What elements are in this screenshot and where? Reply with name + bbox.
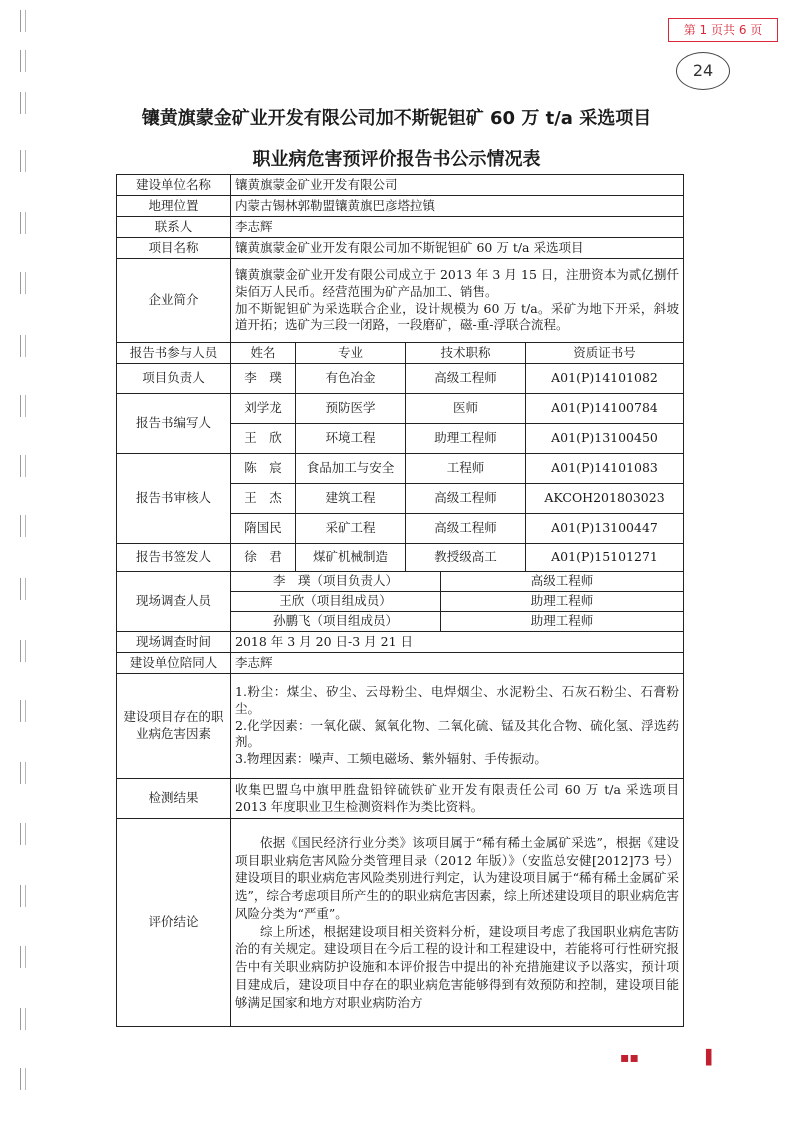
table-row (117, 364, 684, 394)
ink-mark: ▌ (706, 1050, 717, 1066)
person-name: 隋国民 (231, 514, 296, 544)
row-escort (117, 653, 684, 674)
surveyor-title: 高级工程师 (441, 572, 684, 592)
cell-label: 项目名称 (117, 238, 231, 259)
punch-mark (20, 700, 26, 722)
cell-value: 镶黄旗蒙金矿业开发有限公司加不斯铌钽矿 60 万 t/a 采选项目 (231, 238, 684, 259)
person-major: 采矿工程 (296, 514, 406, 544)
punch-mark (20, 640, 26, 662)
table-row (117, 454, 684, 484)
person-name: 李 璞 (231, 364, 296, 394)
person-name: 刘学龙 (231, 394, 296, 424)
surveyor-title: 助理工程师 (441, 592, 684, 612)
surveyor-name: 孙鹏飞（项目组成员） (231, 612, 441, 632)
person-cert: A01(P)15101271 (526, 544, 684, 572)
cell-value: 内蒙古锡林郭勒盟镶黄旗巴彦塔拉镇 (231, 196, 684, 217)
role-label: 报告书审核人 (117, 454, 231, 544)
person-major: 环境工程 (296, 424, 406, 454)
col-header: 姓名 (231, 343, 296, 364)
person-title: 高级工程师 (406, 364, 526, 394)
table-row (117, 544, 684, 572)
document-title: 镶黄旗蒙金矿业开发有限公司加不斯铌钽矿 60 万 t/a 采选项目 (141, 108, 652, 129)
person-major: 预防医学 (296, 394, 406, 424)
person-title: 高级工程师 (406, 484, 526, 514)
person-major: 建筑工程 (296, 484, 406, 514)
row-project (117, 238, 684, 259)
punch-mark (20, 272, 26, 294)
cell-value: 李志辉 (231, 217, 684, 238)
row-survey-time (117, 632, 684, 653)
cell-label: 建设单位名称 (117, 175, 231, 196)
person-title: 教授级高工 (406, 544, 526, 572)
col-header: 技术职称 (406, 343, 526, 364)
person-title: 医师 (406, 394, 526, 424)
punch-mark (20, 515, 26, 537)
profile-text-2: 加不斯铌钽矿为采选联合企业，设计规模为 60 万 t/a。采矿为地下开采，斜坡道开拓；选矿为三段一闭路，一段磨矿，磁-重-浮联合流程。 (235, 300, 680, 333)
cell-label: 建设项目存在的职业病危害因素 (117, 674, 231, 779)
cell-label: 企业简介 (117, 259, 231, 343)
cell-value: 2018 年 3 月 20 日-3 月 21 日 (231, 632, 684, 653)
role-label: 项目负责人 (117, 364, 231, 394)
cell-label: 评价结论 (117, 819, 231, 1027)
punch-mark (20, 10, 26, 32)
conclusion-paragraph-1: 依据《国民经济行业分类》该项目属于“稀有稀土金属矿采选”，根据《建设项目职业病危害风险分类管理目录（2012 年版）》（安监总安健[2012]73 号）建设项目的职业病危害风险类别进行判定，认为建设项目属于“稀有稀土金属矿采选”，综合考虑项目所产生的的职业病危害因素，综上所述建设项目的职业病危害风险分类为“严重”。 (235, 834, 680, 921)
col-header: 资质证书号 (526, 343, 684, 364)
cell-label: 地理位置 (117, 196, 231, 217)
person-name: 陈 宸 (231, 454, 296, 484)
row-participants-header (117, 343, 684, 364)
profile-text-1: 镶黄旗蒙金矿业开发有限公司成立于 2013 年 3 月 15 日，注册资本为贰亿捌仟柒佰万人民币。经营范围为矿产品加工、销售。 (235, 266, 680, 299)
cell-label: 现场调查时间 (117, 632, 231, 653)
punch-mark (20, 50, 26, 72)
document-subtitle: 职业病危害预评价报告书公示情况表 (252, 149, 541, 170)
cell-label: 检测结果 (117, 779, 231, 819)
punch-mark (20, 335, 26, 357)
punch-mark (20, 946, 26, 968)
role-label: 报告书编写人 (117, 394, 231, 454)
hazard-item: 2.化学因素：一氧化碳、氮氧化物、二氧化硫、锰及其化合物、硫化氢、浮选药剂。 (235, 717, 680, 750)
col-header: 专业 (296, 343, 406, 364)
disclosure-table (116, 174, 684, 1027)
person-title: 高级工程师 (406, 514, 526, 544)
cell-value: 李志辉 (231, 653, 684, 674)
person-title: 助理工程师 (406, 424, 526, 454)
punch-mark (20, 455, 26, 477)
cell-label: 建设单位陪同人 (117, 653, 231, 674)
cell-value (231, 259, 684, 343)
table-row (117, 572, 684, 592)
surveyor-title: 助理工程师 (441, 612, 684, 632)
person-cert: A01(P)14100784 (526, 394, 684, 424)
page-number: 24 (676, 52, 730, 90)
person-major: 煤矿机械制造 (296, 544, 406, 572)
cell-value: 镶黄旗蒙金矿业开发有限公司 (231, 175, 684, 196)
row-detection (117, 779, 684, 819)
person-cert: A01(P)14101083 (526, 454, 684, 484)
row-profile (117, 259, 684, 343)
person-major: 食品加工与安全 (296, 454, 406, 484)
conclusion-paragraph-2: 综上所述，根据建设项目相关资料分析，建设项目考虑了我国职业病危害防治的有关规定。建设项目在今后工程的设计和工程建设中，若能将可行性研究报告中有关职业病防护设施和本评价报告中提出的补充措施建议予以落实，预计项目建成后，建设项目中存在的职业病危害能够得到有效预防和控制，建设项目能够满足国家和地方对职业病防治方 (235, 923, 680, 1010)
surveyor-name: 王欣（项目组成员） (231, 592, 441, 612)
cell-value (231, 674, 684, 779)
cell-label: 报告书参与人员 (117, 343, 231, 364)
person-title: 工程师 (406, 454, 526, 484)
page-stamp: 第 1 页共 6 页 (668, 18, 778, 42)
cell-label: 现场调查人员 (117, 572, 231, 632)
row-builder (117, 175, 684, 196)
person-name: 徐 君 (231, 544, 296, 572)
row-contact (117, 217, 684, 238)
row-location (117, 196, 684, 217)
hazard-item: 1.粉尘：煤尘、矽尘、云母粉尘、电焊烟尘、水泥粉尘、石灰石粉尘、石膏粉尘。 (235, 683, 680, 716)
cell-value: 收集巴盟乌中旗甲胜盘铅锌硫铁矿业开发有限责任公司 60 万 t/a 采选项目 2013 年度职业卫生检测资料作为类比资料。 (231, 779, 684, 819)
punch-mark (20, 823, 26, 845)
ink-mark: ▪▪ (620, 1050, 639, 1066)
person-cert: A01(P)13100447 (526, 514, 684, 544)
table-row (117, 394, 684, 424)
person-major: 有色冶金 (296, 364, 406, 394)
cell-label: 联系人 (117, 217, 231, 238)
person-name: 王 欣 (231, 424, 296, 454)
punch-mark (20, 1008, 26, 1030)
punch-mark (20, 885, 26, 907)
person-name: 王 杰 (231, 484, 296, 514)
punch-mark (20, 1068, 26, 1090)
person-cert: AKCOH201803023 (526, 484, 684, 514)
punch-mark (20, 762, 26, 784)
person-cert: A01(P)14101082 (526, 364, 684, 394)
punch-mark (20, 212, 26, 234)
row-hazards (117, 674, 684, 779)
punch-mark (20, 578, 26, 600)
hazard-item: 3.物理因素：噪声、工频电磁场、紫外辐射、手传振动。 (235, 751, 547, 767)
person-cert: A01(P)13100450 (526, 424, 684, 454)
punch-mark (20, 395, 26, 417)
row-conclusion (117, 819, 684, 1027)
cell-value (231, 819, 684, 1027)
surveyor-name: 李 璞（项目负责人） (231, 572, 441, 592)
role-label: 报告书签发人 (117, 544, 231, 572)
